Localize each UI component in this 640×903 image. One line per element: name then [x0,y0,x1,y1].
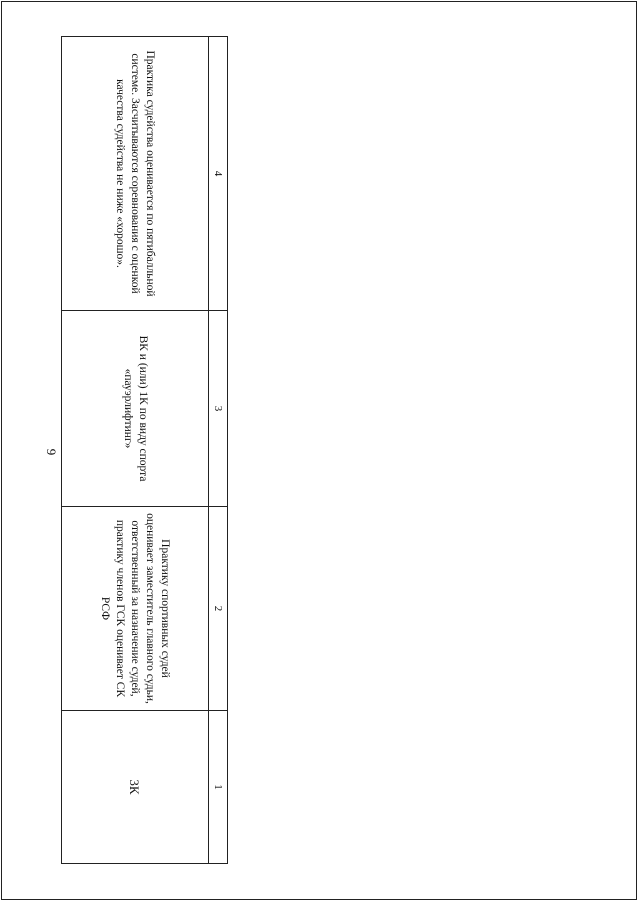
header-col-1: 1 [209,711,228,864]
cell-qualification: ВК и (или) 1К по виду спорта «пауэрлифтинг» [62,311,209,507]
header-col-4: 4 [209,37,228,311]
page-number: 9 [44,448,59,456]
table-row [62,37,209,864]
header-col-2: 2 [209,507,228,711]
cell-evaluator: Практику спортивных судей оценивает заместитель главного судьи, ответственный за назначение судей, практику членов ГСК оценивает СК РСФ [62,507,209,711]
cell-category: 3К [62,711,209,864]
header-col-3: 3 [209,311,228,507]
table-header-row [209,37,228,864]
table-grid [61,36,228,864]
cell-practice-evaluation: Практика судейства оценивается по пятибалльной системе. Засчитываются соревнования с оценкой качества судейства не ниже «хорошо». [62,37,209,311]
judging-practice-table [64,36,228,863]
